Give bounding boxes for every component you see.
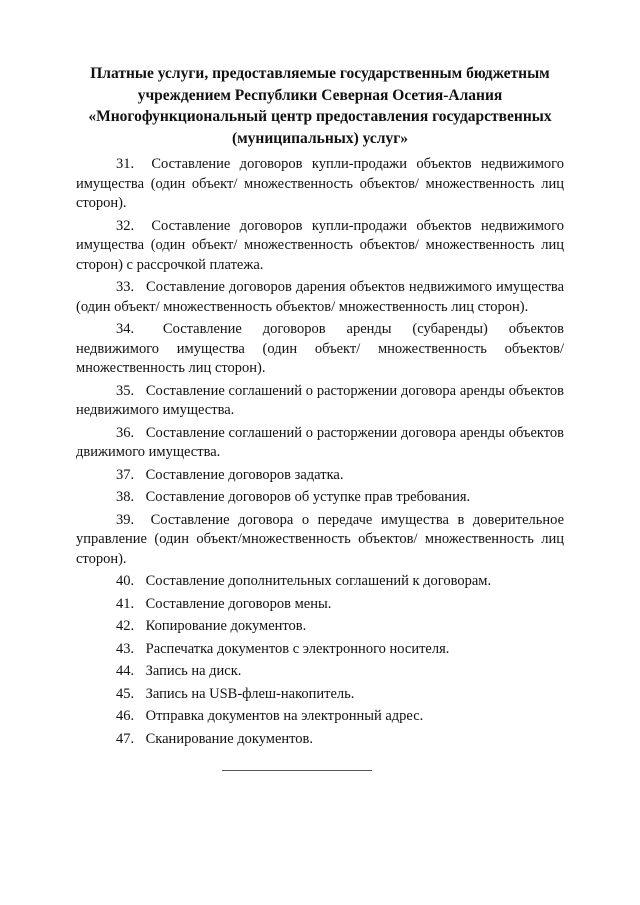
service-item	[76, 662, 564, 682]
services-list	[76, 155, 564, 752]
service-item	[76, 320, 564, 379]
service-item	[76, 685, 564, 705]
item-text: Составление договора о передаче имущества в доверительное управление (один объект/множественность объектов/ множественность лиц сторон).	[76, 511, 565, 567]
item-text: Запись на USB-флеш-накопитель.	[145, 685, 355, 702]
item-text: Составление договоров дарения объектов недвижимого имущества (один объект/ множественность объектов/ множественность лиц сторон).	[76, 279, 565, 315]
item-number: 31.	[116, 156, 135, 172]
item-text: Сканирование документов.	[145, 730, 314, 747]
item-number: 38.	[116, 489, 135, 505]
service-item	[76, 488, 564, 508]
service-item	[76, 382, 564, 421]
title-line: Платные услуги, предоставляемые государственным бюджетным	[90, 65, 550, 82]
title-line: «Многофункциональный центр предоставления государственных	[88, 108, 552, 125]
title-line: учреждением Республики Северная Осетия-Алания	[137, 86, 503, 104]
item-text: Составление договоров купли-продажи объектов недвижимого имущества (один объект/ множественность объектов/ множественность лиц сторон) с рассрочкой платежа.	[76, 217, 565, 273]
item-number: 43.	[116, 640, 135, 657]
item-text: Составление договоров об уступке прав требования.	[145, 489, 471, 505]
service-item	[76, 424, 564, 463]
service-item	[76, 572, 564, 592]
item-number: 40.	[116, 573, 135, 589]
service-item	[76, 278, 564, 317]
item-number: 32.	[116, 217, 135, 234]
item-text: Составление договоров купли-продажи объектов недвижимого имущества (один объект/ множественность объектов/ множественность лиц сторон).	[76, 156, 565, 211]
item-text: Составление соглашений о расторжении договора аренды объектов недвижимого имущества.	[76, 382, 565, 418]
document-title	[60, 63, 580, 149]
service-item	[76, 155, 564, 214]
item-number: 33.	[116, 279, 135, 295]
service-item	[76, 640, 564, 660]
item-text: Составление договоров аренды (субаренды) объектов недвижимого имущества (один объект/ множественность объектов/ множественность лиц сторон).	[76, 321, 564, 376]
item-number: 46.	[116, 708, 135, 724]
service-item	[76, 617, 564, 637]
item-number: 36.	[116, 424, 135, 441]
service-item	[76, 730, 564, 750]
item-number: 45.	[116, 685, 135, 702]
item-text: Копирование документов.	[145, 618, 307, 634]
item-number: 44.	[116, 663, 135, 679]
item-text: Составление договоров задатка.	[145, 466, 344, 483]
service-item	[76, 707, 564, 727]
item-text: Распечатка документов с электронного носителя.	[145, 640, 450, 657]
item-text: Составление договоров мены.	[145, 595, 332, 612]
service-item	[76, 466, 564, 486]
service-item	[76, 217, 564, 276]
service-item	[76, 595, 564, 615]
item-number: 42.	[116, 618, 135, 634]
item-text: Составление дополнительных соглашений к договорам.	[145, 573, 492, 589]
item-number: 41.	[116, 595, 135, 612]
item-text: Запись на диск.	[145, 663, 242, 679]
service-item	[76, 511, 564, 570]
item-text: Отправка документов на электронный адрес.	[145, 708, 424, 724]
title-line: (муниципальных) услуг»	[231, 129, 409, 147]
item-text: Составление соглашений о расторжении договора аренды объектов движимого имущества.	[76, 424, 565, 460]
item-number: 37.	[116, 466, 135, 483]
item-number: 35.	[116, 382, 135, 399]
item-number: 47.	[116, 730, 135, 747]
item-number: 34.	[116, 321, 135, 337]
item-number: 39.	[116, 511, 135, 528]
end-separator	[222, 770, 372, 771]
